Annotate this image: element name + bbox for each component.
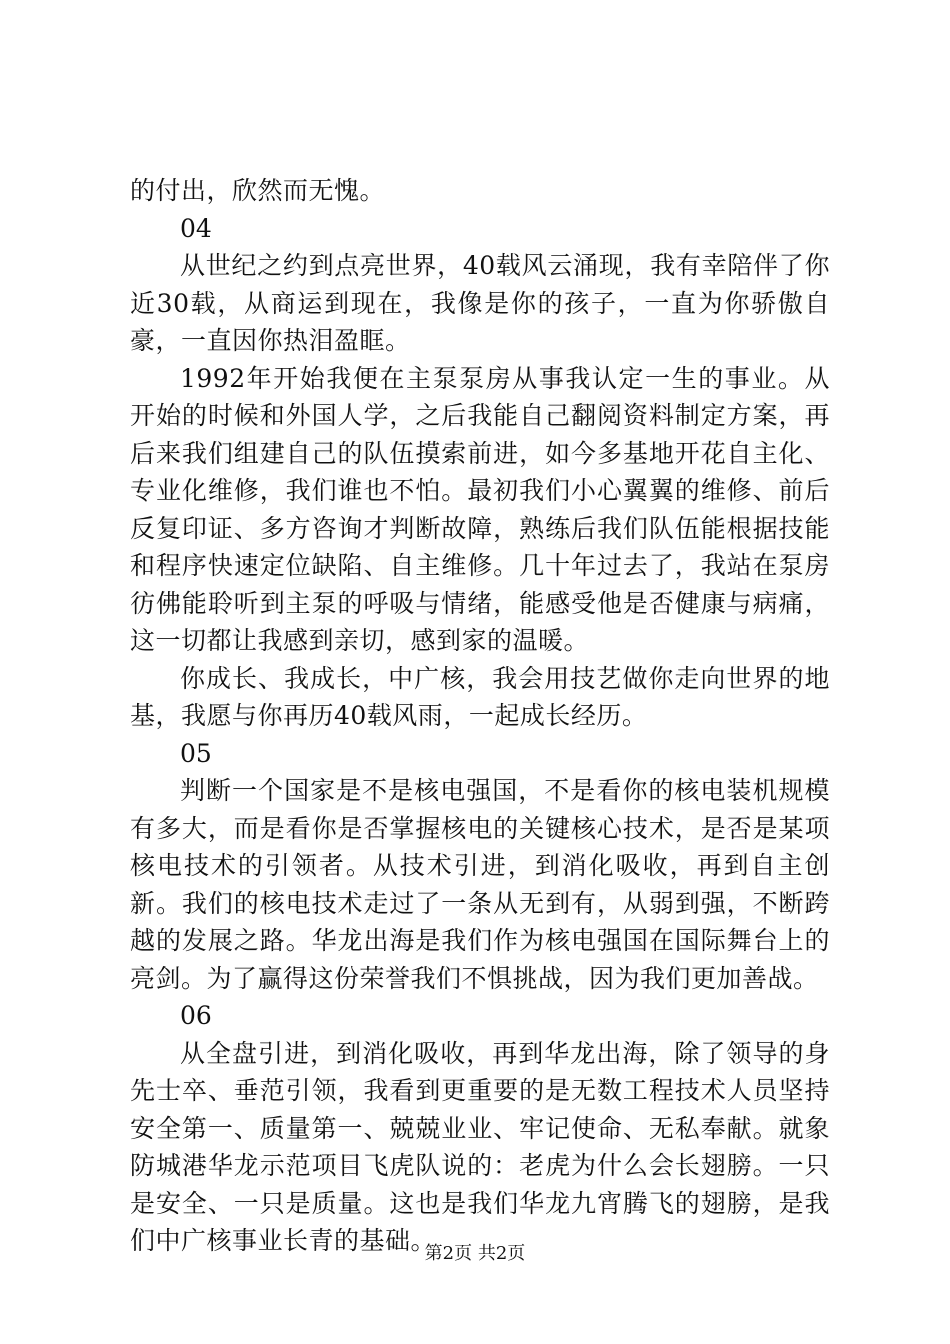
paragraph: 1992年开始我便在主泵泵房从事我认定一生的事业。从开始的时候和外国人学，之后我能自己翻阅资料制定方案，再后来我们组建自己的队伍摸索前进，如今多基地开花自主化、专业化维修，我们谁也不怕。最初我们小心翼翼的维修、前后反复印证、多方咨询才判断故障，熟练后我们队伍能根据技能和程序快速定位缺陷、自主维修。几十年过去了，我站在泵房彷佛能聆听到主泵的呼吸与情绪，能感受他是否健康与病痛，这一切都让我感到亲切，感到家的温暖。: [130, 363, 830, 655]
section-number-06: 06: [180, 1001, 212, 1030]
paragraph: 从世纪之约到点亮世界，40载风云涌现，我有幸陪伴了你近30载，从商运到现在，我像是你的孩子，一直为你骄傲自豪，一直因你热泪盈眶。: [130, 251, 830, 355]
paragraph: 你成长、我成长，中广核，我会用技艺做你走向世界的地基，我愿与你再历40载风雨，一起成长经历。: [130, 663, 830, 730]
paragraph: 判断一个国家是不是核电强国，不是看你的核电装机规模有多大，而是看你是否掌握核电的关键核心技术，是否是某项核电技术的引领者。从技术引进，到消化吸收，再到自主创新。我们的核电技术走过了一条从无到有，从弱到强，不断跨越的发展之路。华龙出海是我们作为核电强国在国际舞台上的亮剑。为了赢得这份荣誉我们不惧挑战，因为我们更加善战。: [130, 776, 830, 993]
document-body: [130, 172, 830, 1260]
section-number-05: 05: [180, 738, 212, 768]
paragraph-continuation: 的付出，欣然而无愧。: [130, 176, 386, 205]
page-footer: 第2页 共2页: [424, 1243, 526, 1264]
section-number-04: 04: [180, 213, 212, 243]
paragraph: 从全盘引进，到消化吸收，再到华龙出海，除了领导的身先士卒、垂范引领，我看到更重要的是无数工程技术人员坚持安全第一、质量第一、兢兢业业、牢记使命、无私奉献。就象防城港华龙示范项目飞虎队说的：老虎为什么会长翅膀。一只是安全、一只是质量。这也是我们华龙九宵腾飞的翅膀，是我们中广核事业长青的基础。: [130, 1038, 830, 1255]
